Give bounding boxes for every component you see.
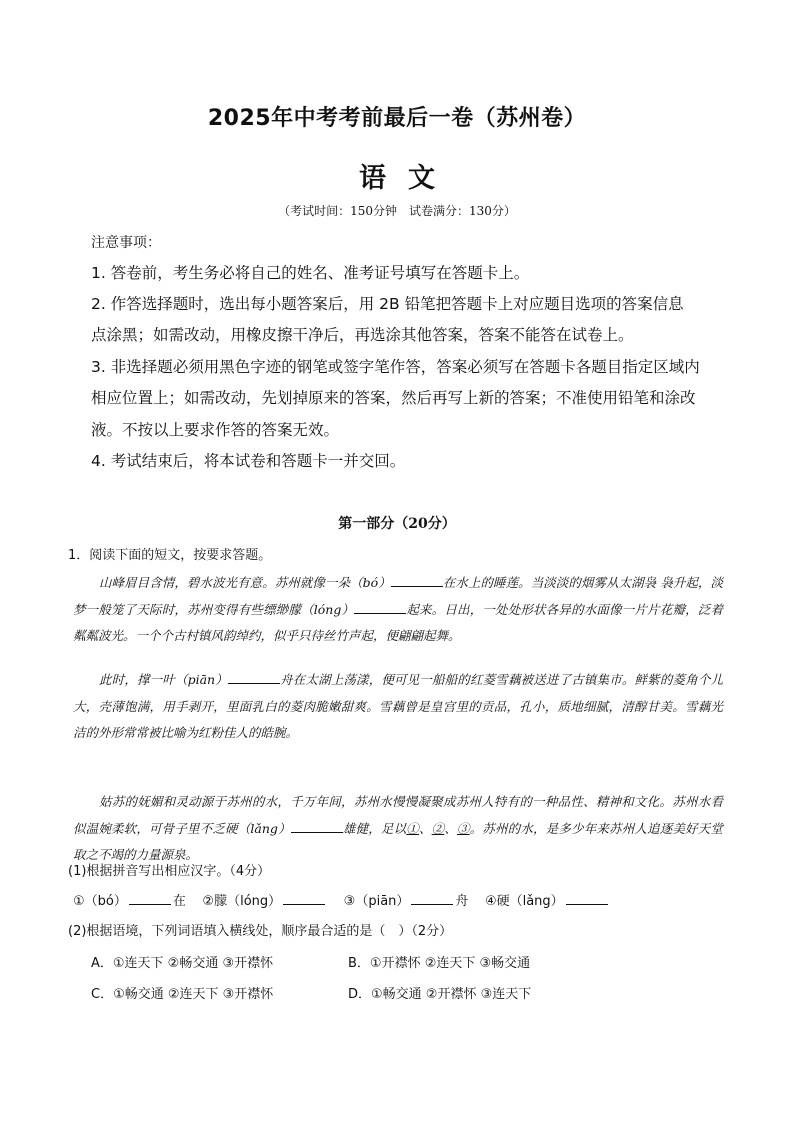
answer-blank <box>354 601 406 614</box>
passage-text: 苏州水看似温婉柔软，可骨子里不乏硬（lǎng） <box>73 794 723 836</box>
passage-text: 清醇甘美。雪藕光洁的外形常常被比喻为红粉佳人的皓腕。 <box>73 698 723 740</box>
answer-blank <box>129 893 171 905</box>
passage-text: 舟在太湖上荡漾，便可见一船船的红菱雪藕被送进了古镇集市。鲜紫的 <box>279 672 673 687</box>
passage-text: 菱角个儿大，壳薄饱满，用手剥开，里面乳白的菱肉脆嫩甜爽。雪藕曾是皇宫里的贡品，孔小，质地细腻， <box>73 672 723 714</box>
exam-info: （考试时间：150分钟 试卷满分：130分） <box>278 204 516 218</box>
passage-text: 像一片片花瓣，泛着粼粼波光。一个个古村镇风韵绰约，似乎只待丝竹声起，便翩翩起舞。 <box>73 601 723 643</box>
fill-marker-2: ② <box>431 820 445 836</box>
passage-text: 年来苏州人追逐美好天堂取之不竭的力量源泉。 <box>73 820 723 862</box>
item-1-suffix: 在 <box>172 894 186 909</box>
part-heading: 第一部分（20分） <box>338 516 456 532</box>
fill-marker-3: ③ <box>456 820 470 836</box>
answer-blank <box>283 893 325 905</box>
passage-paragraph-1 <box>73 570 723 650</box>
sub-question-1: (1)根据拼音写出相应汉字。（4分） <box>68 864 271 879</box>
notice-item-3-line-3: 液。不按以上要求作答的答案无效。 <box>91 421 340 439</box>
answer-blank <box>566 893 608 905</box>
sub-question-2: (2)根据语境，下列词语填入横线处，顺序最合适的是（ ）（2分） <box>68 924 453 939</box>
option-d[interactable]: D．①畅交通 ②开襟怀 ③连天下 <box>348 987 532 1002</box>
question-1-prompt: 1．阅读下面的短文，按要求答题。 <box>68 548 272 563</box>
item-4: ④硬（lǎng） <box>484 894 564 909</box>
notice-title: 注意事项： <box>91 235 161 251</box>
notice-item-2-line-2: 点涂黑；如需改动，用橡皮擦干净后，再选涂其他答案，答案不能答在试卷上。 <box>91 326 634 344</box>
answer-blank <box>411 893 453 905</box>
passage-text: 山峰眉目含情，碧水波光有意。苏州就像一朵（bó） <box>99 575 391 590</box>
item-2: ②朦（lóng） <box>202 894 282 909</box>
passage-text: 雄健，足以 <box>342 820 407 836</box>
exam-title: 2025年中考考前最后一卷（苏州卷） <box>207 106 587 131</box>
passage-text: 此时，撑一叶（piān） <box>99 672 228 687</box>
answer-blank <box>391 574 443 587</box>
passage-text: 。苏州的水，是多少 <box>469 820 584 836</box>
passage-text: 袅升起，淡梦一般笼了天际时，苏州变得有些缥缈朦（lóng） <box>73 575 723 617</box>
option-c[interactable]: C．①畅交通 ②连天下 ③开襟怀 <box>91 987 274 1002</box>
passage-paragraph-2 <box>73 667 723 747</box>
passage-text: 姑苏的妩媚和灵动源于苏州的水，千万年间，苏州水慢慢凝聚成苏州人特有的一种品性、精神和文化。 <box>99 794 673 809</box>
item-1: ①（bó） <box>73 894 127 909</box>
item-3: ③（piān） <box>343 894 410 909</box>
subject-title: 语文 <box>359 163 457 194</box>
passage-paragraph-3: 姑苏的妩媚和灵动源于苏州的水，千万年间，苏州水慢慢凝聚成苏州人特有的一种品性、精神和文化。苏州水看似温婉柔软，可骨子里不乏硬（lǎng） 雄健，足以①、②、③。苏州的水，是多少年来苏州人追逐美好天堂取之不竭的力量源泉。 <box>73 794 723 862</box>
notice-item-3-line-2: 相应位置上；如需改动，先划掉原来的答案，然后再写上新的答案；不准使用铅笔和涂改 <box>91 389 696 407</box>
fill-marker-1: ① <box>406 820 419 836</box>
item-3-suffix: 舟 <box>455 894 469 909</box>
passage-text: 在水上的睡莲。当淡淡的烟雾从太湖袅 <box>442 575 657 590</box>
notice-item-4: 4. 考试结束后，将本试卷和答题卡一并交回。 <box>91 452 406 470</box>
notice-item-2-line-1: 2. 作答选择题时，选出每小题答案后，用 2B 铅笔把答题卡上对应题目选项的答案信息 <box>91 295 684 313</box>
notice-item-1: 1. 答卷前，考生务必将自己的姓名、准考证号填写在答题卡上。 <box>91 264 530 282</box>
answer-blank <box>291 820 343 833</box>
option-a[interactable]: A．①连天下 ②畅交通 ③开襟怀 <box>91 956 274 971</box>
sub-question-1-items <box>73 890 610 909</box>
notice-item-3-line-1: 3. 非选择题必须用黑色字迹的钢笔或签字笔作答，答案必须写在答题卡各题目指定区域内 <box>91 358 700 376</box>
answer-blank <box>228 671 280 684</box>
passage-text: 起来。日出，一处处形状各异的水面 <box>406 601 610 617</box>
option-b[interactable]: B．①开襟怀 ②连天下 ③畅交通 <box>348 956 531 971</box>
